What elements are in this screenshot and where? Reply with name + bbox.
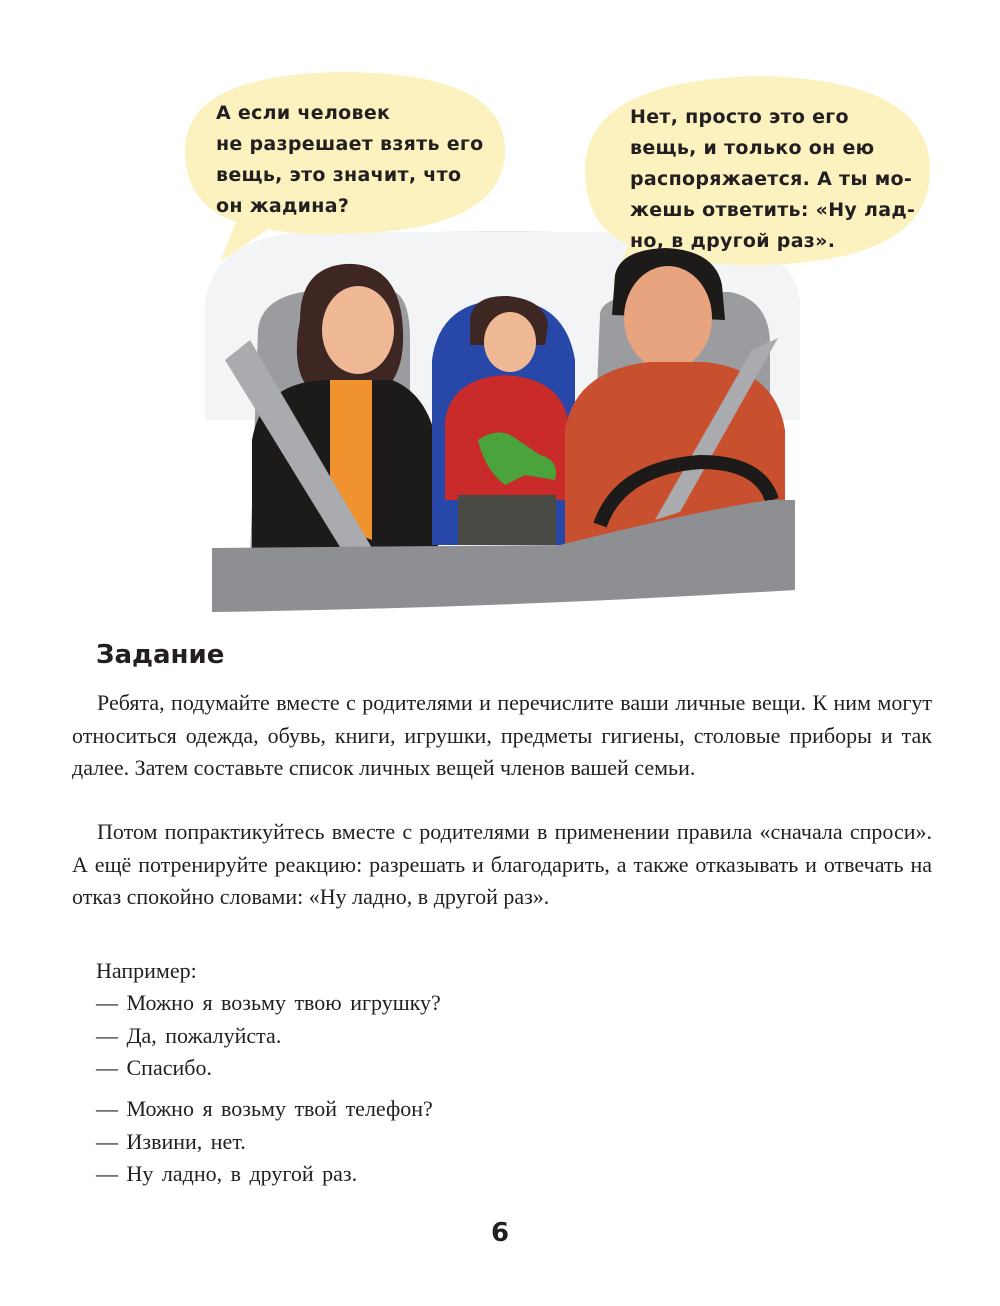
bubble-line: Нет, просто это его [630, 106, 849, 128]
task-heading: Задание [96, 640, 225, 670]
task-paragraph-1: Ребята, подумайте вместе с родителями и перечислите ваши личные вещи. К ним могут относиться одежда, обувь, книги, игрушки, предметы гигиены, столовые приборы и так далее. Затем составьте список личных вещей членов вашей семьи. [72, 690, 932, 780]
dialog-example-2 [96, 1093, 433, 1191]
bubble-line: вещь, это значит, что [216, 164, 462, 186]
bubble-line: жешь ответить: «Ну лад- [630, 199, 916, 221]
bubble-line: вещь, и только он ею [630, 137, 875, 159]
dialog-line: — Ну ладно, в другой раз. [96, 1161, 358, 1186]
page-number: 6 [490, 1218, 510, 1248]
child-face [484, 312, 536, 372]
example-intro: Например: [96, 958, 197, 983]
dialog-line: — Можно я возьму твою игрушку? [96, 990, 441, 1015]
dialog-line: — Да, пожалуйста. [96, 1022, 282, 1048]
father-face [624, 266, 712, 370]
bubble-line: распоряжается. А ты мо- [630, 168, 913, 190]
mother-face [322, 286, 394, 374]
car-family-illustration [0, 0, 1000, 640]
dialog-line: — Спасибо. [96, 1055, 212, 1080]
dialog-line: — Можно я возьму твой телефон? [96, 1096, 433, 1121]
dialog-line: — Извини, нет. [96, 1128, 246, 1154]
dialog-example-1 [96, 987, 441, 1085]
speech-bubble-right-text [630, 102, 915, 257]
child-pants [458, 495, 556, 545]
speech-bubble-left-text [216, 98, 483, 222]
bubble-line: не разрешает взять его [216, 133, 484, 155]
task-paragraph-2: Потом попрактикуйтесь вместе с родителями в применении правила «сначала спроси». А ещё потренируйте реакцию: разрешать и благодарить, а также отказывать и отвечать на отказ спокойно словами: «Ну ладно, в другой раз». [72, 819, 932, 909]
bubble-line: но, в другой раз». [630, 230, 836, 252]
bubble-line: он жадина? [216, 195, 350, 217]
bubble-line: А если человек [216, 102, 391, 124]
